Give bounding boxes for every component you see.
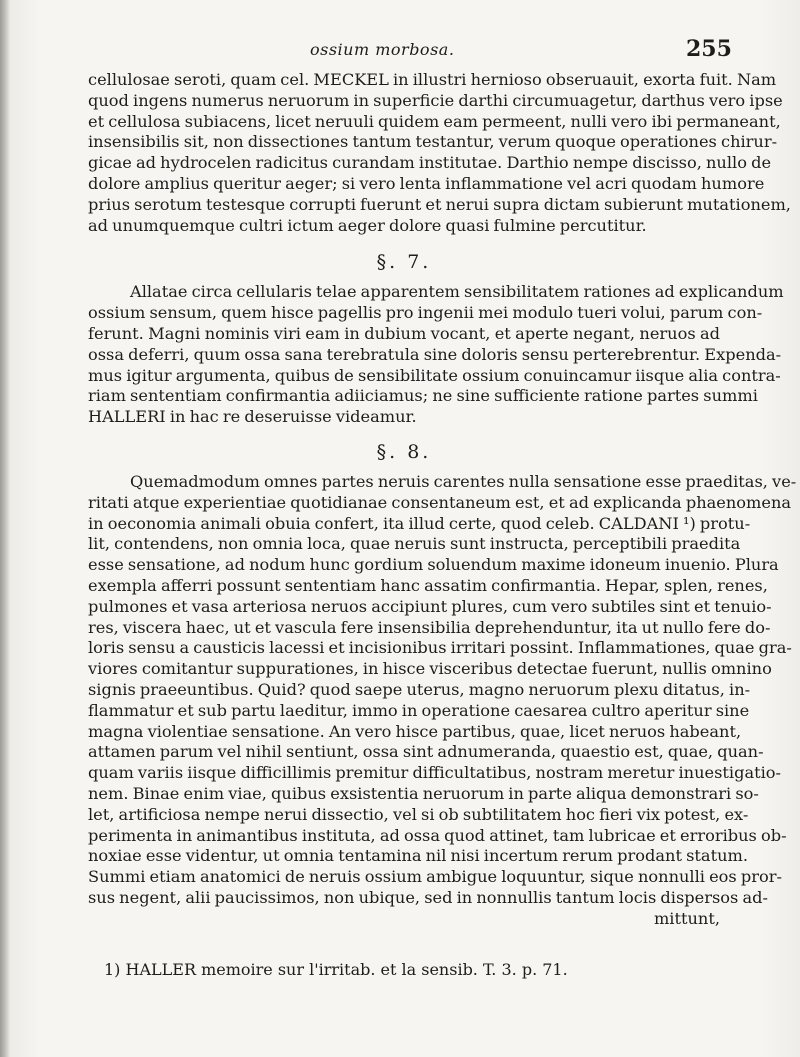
text-line: HALLERI in hac re deseruisse videamur. (88, 407, 417, 427)
text-line: let, artificiosa nempe nerui dissectio, vel si ob subtilitatem hoc fieri vix potest, ex- (88, 804, 749, 824)
text-line: loris sensu a causticis lacessi et incisionibus irritari possint. Inflammationes, quae gra- (88, 638, 792, 658)
text-line: et cellulosa subiacens, licet neruuli quidem eam permeent, nulli vero ibi permaneant, (88, 111, 781, 131)
text-line: ritati atque experientiae quotidianae consentaneum est, et ad explicanda phaenomena (88, 492, 792, 512)
text-line: perimenta in animantibus instituta, ad ossa quod attinet, tam lubricae et erroribus ob- (88, 825, 787, 845)
text-line: signis praeeuntibus. Quid? quod saepe uterus, magno neruorum plexu ditatus, in- (88, 679, 751, 699)
text-line: res, viscera haec, ut et vascula fere insensibilia deprehenduntur, ita ut nullo fere do- (88, 617, 771, 637)
section-8-heading: §. 8. (376, 440, 432, 463)
text-line: lit, contendens, non omnia loca, quae neruis sunt instructa, perceptibili praedita (88, 534, 741, 554)
text-line: sus negent, alii paucissimos, non ubique, sed in nonnullis tantum locis dispersos ad- (88, 887, 768, 907)
section-7-paragraph (88, 282, 784, 428)
section-7-heading: §. 7. (376, 251, 432, 274)
footnote: 1) HALLER memoire sur l'irritab. et la sensib. T. 3. p. 71. (104, 960, 568, 979)
text-line: mus igitur argumenta, quibus de sensibilitate ossium conuincamur iisque alia contra- (88, 365, 781, 385)
text-line: attamen parum vel nihil sentiunt, ossa sint adnumeranda, quaestio est, quae, quan- (88, 742, 764, 762)
text-line: ossa deferri, quum ossa sana terebratula sine doloris sensu perterebrentur. Expenda- (88, 344, 782, 364)
text-line: flammatur et sub partu laeditur, immo in operatione caesarea cultro aperitur sine (88, 700, 750, 720)
text-line: noxiae esse videntur, ut omnia tentamina nil nisi incertum rerum prodant statum. (88, 846, 748, 866)
text-line: Allatae circa cellularis telae apparentem sensibilitatem rationes ad explicandum (130, 282, 784, 302)
text-line: ossium sensum, quem hisce pagellis pro ingenii mei modulo tueri volui, parum con- (88, 303, 763, 323)
body-text (88, 70, 797, 929)
section-8-paragraph (88, 471, 797, 930)
running-head: ossium morbosa. (310, 40, 455, 59)
text-line: prius serotum testesque corrupti fuerunt et nerui supra dictam subierunt mutationem, (88, 194, 791, 214)
text-line: quod ingens numerus neruorum in superficie darthi circumuagetur, darthus vero ipse (88, 90, 783, 110)
text-line: cellulosae seroti, quam cel. MECKEL in illustri hernioso obseruauit, exorta fuit. Nam (88, 70, 777, 89)
text-line: viores comitantur suppurationes, in hisce visceribus detectae fuerunt, nullis omnino (88, 659, 772, 679)
page-header (0, 36, 800, 66)
text-line: magna violentiae sensatione. An vero hisce partibus, quae, licet neruos habeant, (88, 721, 742, 741)
text-line: quam variis iisque difficillimis premitur difficultatibus, nostram meretur inuestigatio- (88, 763, 781, 783)
text-line: dolore amplius queritur aeger; si vero lenta inflammatione vel acri quodam humore (88, 173, 765, 193)
text-line: ferunt. Magni nominis viri eam in dubium vocant, et aperte negant, neruos ad (88, 323, 720, 343)
text-line: riam sententiam confirmantia adiiciamus; ne sine sufficiente ratione partes summi (88, 386, 758, 406)
text-line: exempla afferri possunt sententiam hanc assatim confirmantia. Hepar, splen, renes, (88, 575, 768, 595)
text-line: insensibilis sit, non dissectiones tantum testantur, verum quoque operationes chirur- (88, 132, 778, 152)
text-line: in oeconomia animali obuia confert, ita illud certe, quod celeb. CALDANI ¹) protu- (88, 513, 751, 533)
text-line: Summi etiam anatomici de neruis ossium ambigue loquuntur, sique nonnulli eos pror- (88, 867, 782, 887)
page-number: 255 (686, 36, 732, 62)
page-gutter-shadow (0, 0, 10, 1057)
text-line: mittunt, (653, 908, 720, 928)
text-line: Quemadmodum omnes partes neruis carentes nulla sensatione esse praeditas, ve- (130, 471, 797, 491)
text-line: pulmones et vasa arteriosa neruos accipiunt plures, cum vero subtiles sint et tenuio- (88, 596, 772, 616)
text-line: nem. Binae enim viae, quibus exsistentia neruorum in parte aliqua demonstrari so- (88, 783, 759, 803)
text-line: gicae ad hydrocelen radicitus curandam institutae. Darthio nempe discisso, nullo de (88, 153, 772, 173)
text-line: esse sensatione, ad nodum hunc gordium soluendum maxime idoneum inuenio. Plura (88, 555, 779, 575)
paragraph-1 (88, 70, 791, 236)
text-line: ad unumquemque cultri ictum aeger dolore quasi fulmine percutitur. (88, 215, 647, 235)
